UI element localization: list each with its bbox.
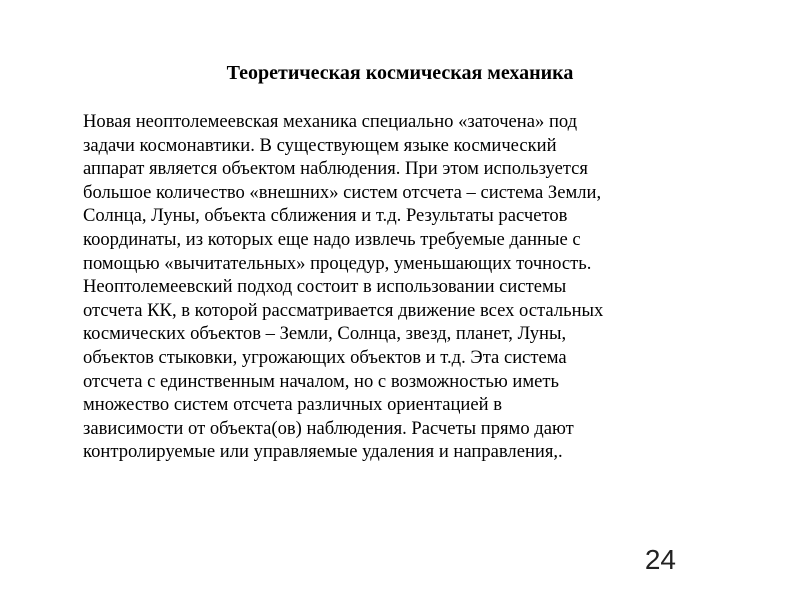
body-line: Новая неоптолемеевская механика специально «заточена» под bbox=[83, 111, 578, 132]
slide-body-text bbox=[83, 110, 733, 464]
body-line: отсчета с единственным началом, но с возможностью иметь bbox=[83, 370, 559, 392]
body-line: множество систем отсчета различных ориентацией в bbox=[83, 394, 502, 416]
body-line: Неоптолемеевский подход состоит в использовании системы bbox=[83, 276, 567, 298]
body-line: отсчета КК, в которой рассматривается движение всех остальных bbox=[83, 299, 604, 321]
body-line: космических объектов – Земли, Солнца, звезд, планет, Луны, bbox=[83, 323, 567, 345]
body-line: объектов стыковки, угрожающих объектов и т.д. Эта система bbox=[83, 346, 567, 368]
body-line: аппарат является объектом наблюдения. При этом используется bbox=[83, 158, 588, 180]
body-line: координаты, из которых еще надо извлечь требуемые данные с bbox=[83, 228, 581, 250]
body-line: контролируемые или управляемые удаления и направления,. bbox=[83, 441, 563, 463]
body-line: зависимости от объекта(ов) наблюдения. Расчеты прямо дают bbox=[83, 417, 574, 439]
body-line: задачи космонавтики. В существующем языке космический bbox=[83, 134, 557, 156]
body-line: помощью «вычитательных» процедур, уменьшающих точность. bbox=[83, 252, 592, 274]
body-line: Солнца, Луны, объекта сближения и т.д. Результаты расчетов bbox=[83, 205, 568, 227]
slide-title: Теоретическая космическая механика bbox=[226, 62, 574, 84]
page-number: 24 bbox=[644, 544, 676, 575]
body-line: большое количество «внешних» систем отсчета – система Земли, bbox=[83, 181, 602, 203]
